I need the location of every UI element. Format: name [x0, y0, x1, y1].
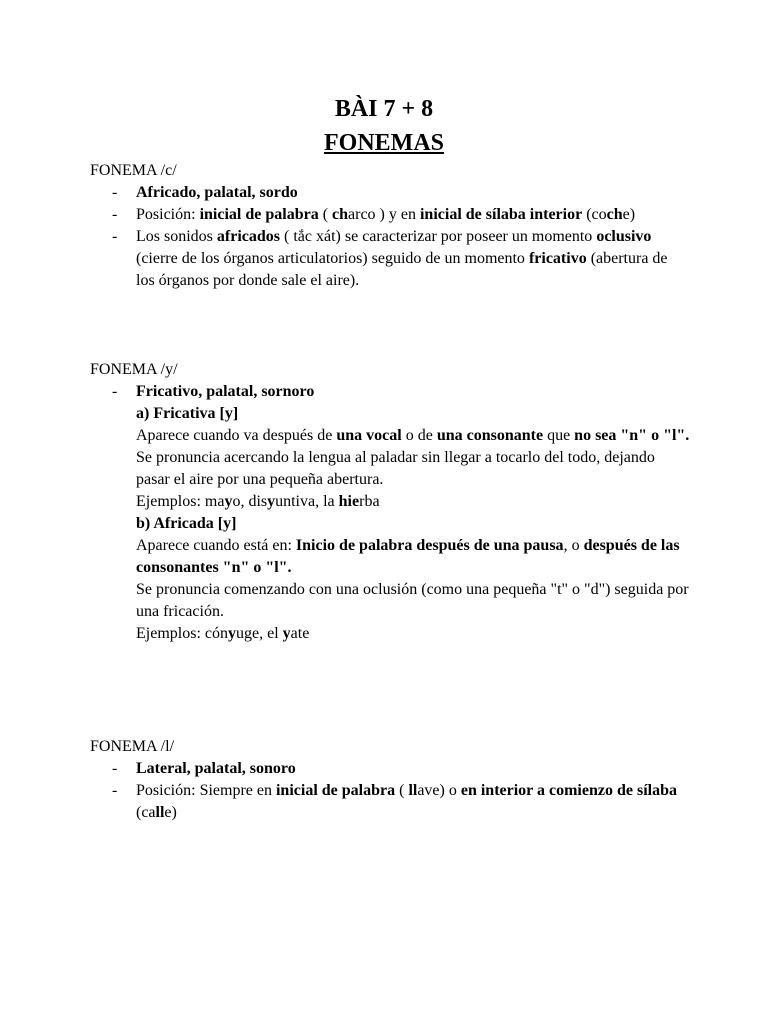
section-heading: FONEMA /l/	[90, 738, 175, 755]
document-subtitle: FONEMAS	[324, 130, 444, 156]
bullet-dash: -	[112, 184, 118, 201]
subsection-title: a) Fricativa [y]	[136, 405, 239, 422]
list-item: - Posición: Siempre en inicial de palabra ( llave) o en interior a comienzo de sílaba (calle)	[112, 782, 677, 821]
paragraph: Se pronuncia acercando la lengua al paladar sin llegar a tocarlo del todo, dejando pasar el aire por una pequeña abertura.	[136, 449, 655, 488]
bullet-dash: -	[112, 228, 118, 245]
section-heading: FONEMA /y/	[90, 361, 178, 378]
examples: Ejemplos: mayo, disyuntiva, la hierba	[136, 493, 380, 510]
bullet-dash: -	[112, 206, 118, 223]
section-fonema-y	[90, 359, 690, 645]
list-item: - Africado, palatal, sordo	[90, 182, 690, 204]
list-item: - Fricativo, palatal, sornoro	[90, 381, 690, 403]
paragraph: Se pronuncia comenzando con una oclusión (como una pequeña "t" o "d") seguida por una fricación.	[136, 581, 689, 620]
document-title: BÀI 7 + 8	[334, 96, 434, 122]
subsection-title: b) Africada [y]	[136, 515, 237, 532]
examples: Ejemplos: cónyuge, el yate	[136, 625, 310, 642]
bullet-dash: -	[112, 383, 118, 400]
section-fonema-c	[90, 160, 690, 292]
list-item: - Los sonidos africados ( tắc xát) se caracterizar por poseer un momento oclusivo (cierre de los órganos articulatorios) seguido de un momento fricativo (abertura de los órganos por donde sale el aire).	[112, 228, 668, 289]
section-fonema-l	[90, 736, 690, 824]
paragraph: Aparece cuando va después de una vocal o de una consonante que no sea "n" o "l".	[136, 427, 690, 444]
bullet-dash: -	[112, 760, 118, 777]
bullet-dash: -	[112, 782, 118, 799]
section-heading: FONEMA /c/	[90, 162, 177, 179]
paragraph: Aparece cuando está en: Inicio de palabra después de una pausa, o después de las consonantes "n" o "l".	[136, 537, 680, 576]
list-item: - Posición: inicial de palabra ( charco ) y en inicial de sílaba interior (coche)	[90, 204, 690, 226]
list-item: - Lateral, palatal, sonoro	[90, 758, 690, 780]
